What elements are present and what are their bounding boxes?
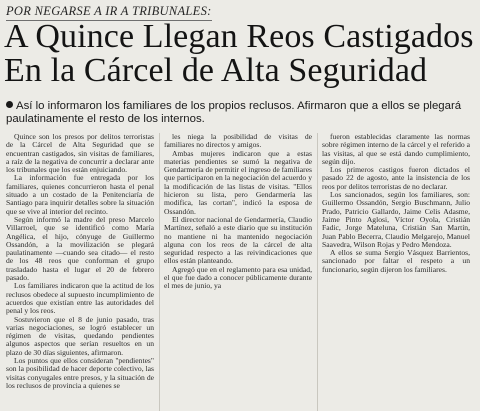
paragraph: Según informó la madre del preso Marcelo Villarroel, que se identificó como María Angélica, el hijo, cónyuge de Guillermo Ossandón, a la movilización se plegará paulatinamente —cuando sea citado— el resto de los 48 reos que conforman el grupo trasladado hasta el lugar el 20 de febrero pasado. [6, 214, 154, 283]
deck [6, 100, 474, 126]
bullet-icon [6, 101, 13, 108]
column-3 [322, 133, 470, 274]
column-1 [6, 133, 154, 390]
paragraph: Los primeros castigos fueron dictados el pasado 22 de agosto, ante la insistencia de los reos por delitos terroristas de no declarar. [322, 165, 470, 191]
kicker: POR NEGARSE A IR A TRIBUNALES: [6, 4, 212, 21]
headline [4, 20, 476, 88]
column-divider [159, 133, 160, 411]
column-2 [164, 133, 312, 291]
paragraph: A ellos se suma Sergio Vásquez Barrientos, sancionado por faltar el respeto a un funcionario, según dijeron los familiares. [322, 248, 470, 274]
paragraph: El director nacional de Gendarmería, Claudio Martínez, señaló a este diario que su institución no mantiene ni ha mantenido negociación alguna con los reos de la cárcel de alta seguridad respecto a las reivindicaciones que ellos están planteando. [164, 214, 312, 266]
headline-line: A Quince Llegan Reos Castigados [4, 18, 474, 55]
paragraph: Los sancionados, según los familiares, son: Guillermo Ossandón, Sergio Buschmann, Julio Prado, Patricio Gallardo, Jaime Celis Adasme, Jaime Pinto Aglosi, Víctor Oyola, Cristián Fadic, Jorge Mateluna, Cristián San Martín, Juan Pablo Becerra, Claudio Melgarejo, Manuel Saavedra, Wilson Rojas y Pedro Mendoza. [322, 190, 470, 249]
paragraph: Quince son los presos por delitos terroristas de la Cárcel de Alta Seguridad que se encuentran castigados, sin visitas de familiares, a raíz de la negativa de concurrir a declarar ante los tribunales que los están enjuiciando. [6, 132, 154, 175]
article-body [6, 133, 476, 411]
paragraph: La información fue entregada por los familiares, quienes concurrieron hasta el penal situado a un costado de la Penitenciaría de Santiago para inquirir detalles sobre la situación que se vive al interior del recinto. [6, 173, 154, 216]
paragraph: Los puntos que ellos consideran "pendientes" son la posibilidad de hacer deporte colectivo, las visitas conyugales entre presos, y la situación de los reclusos de provincia a quienes se [6, 356, 154, 390]
paragraph: les niega la posibilidad de visitas de familiares no directos y amigos. [164, 132, 312, 150]
headline-line: En la Cárcel de Alta Seguridad [4, 52, 428, 89]
column-divider [317, 133, 318, 411]
deck-text: Así lo informaron los familiares de los propios reclusos. Afirmaron que a ellos se plegará paulatinamente el resto de los internos. [6, 100, 462, 125]
paragraph: Los familiares indicaron que la actitud de los reclusos obedece al supuesto incumplimiento de acuerdos que existían entre las autoridades del penal y los reos. [6, 281, 154, 316]
paragraph: Agregó que en el reglamento para esa unidad, el que fue dado a conocer públicamente durante el mes de junio, ya [164, 264, 312, 291]
paragraph: fueron establecidas claramente las normas sobre régimen interno de la cárcel y el referido a las visitas, al que se está dando cumplimiento, según dijo. [322, 132, 470, 166]
paragraph: Sostuvieron que el 8 de junio pasado, tras varias negociaciones, se logró establecer un régimen de visitas, quedando pendientes algunos aspectos que serían resueltos en un plazo de 30 días siguientes, afirmaron. [6, 314, 154, 357]
paragraph: Ambas mujeres indicaron que a estas materias pendientes se sumó la negativa de Gendarmería de permitir el ingreso de familiares que participaron en la negociación del acuerdo y la modificación de las listas de visitas. "Ellos hicieron su lista, pero Gendarmería las modifica, las cortan", indicó la esposa de Ossandón. [164, 148, 313, 216]
